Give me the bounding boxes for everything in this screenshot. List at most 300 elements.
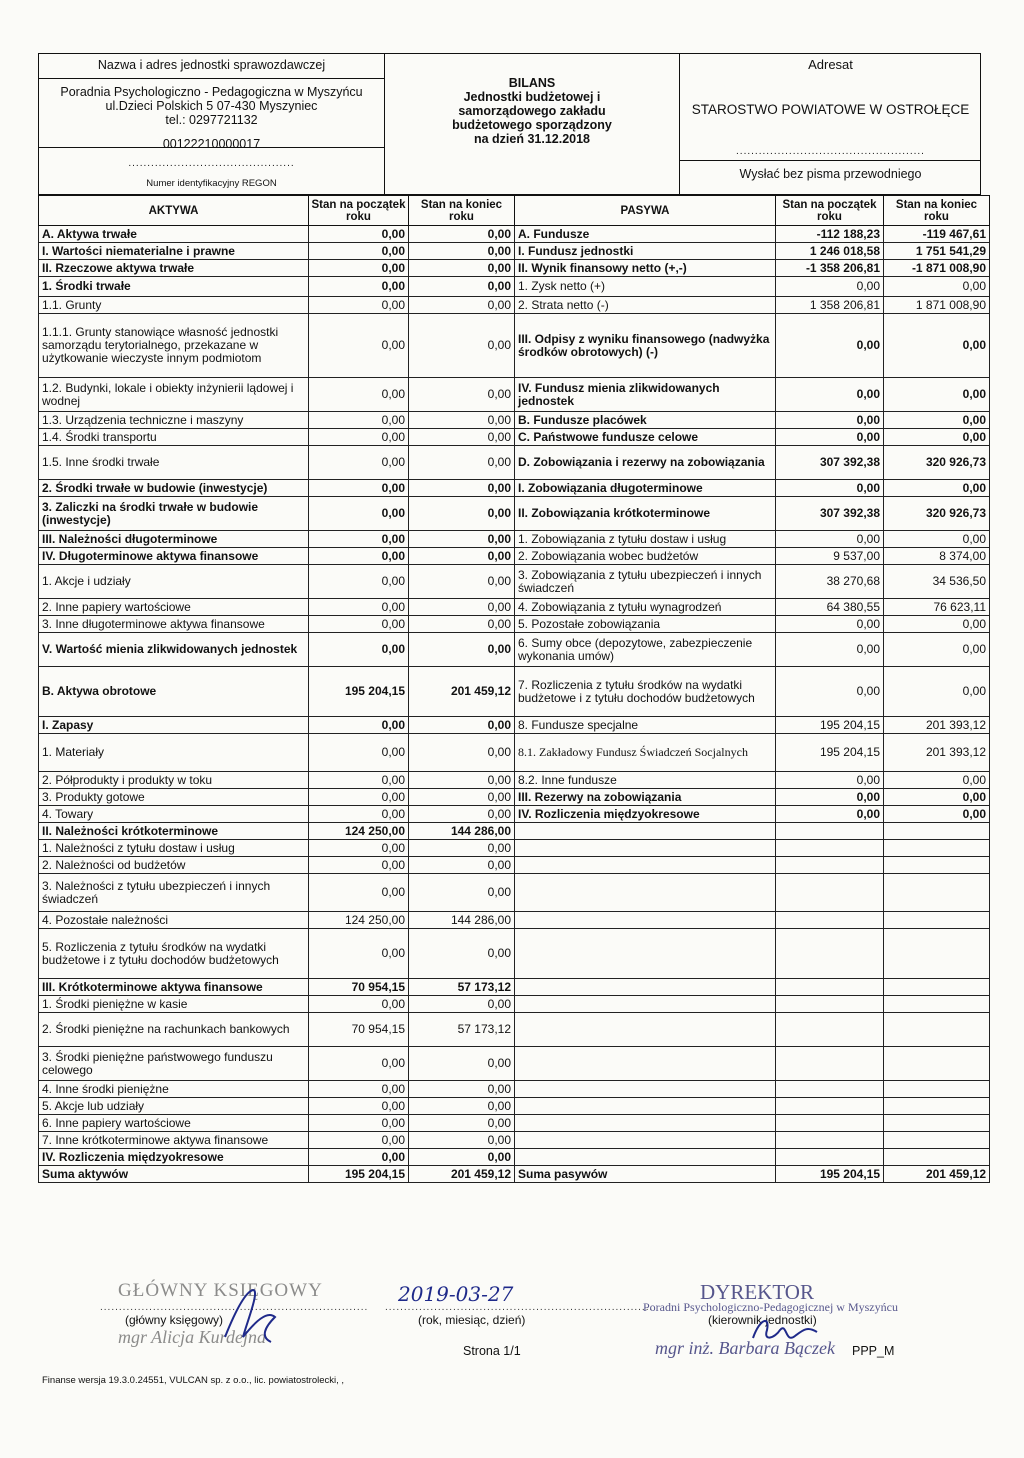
aktywa-end-value: 0,00 [409, 789, 515, 806]
aktywa-start-value: 0,00 [309, 616, 409, 633]
pasywa-end-value [884, 857, 990, 874]
aktywa-start-value: 0,00 [309, 1149, 409, 1166]
pasywa-label: IV. Rozliczenia międzyokresowe [515, 806, 776, 823]
aktywa-label: 1. Materiały [39, 734, 309, 772]
aktywa-start-value: 0,00 [309, 874, 409, 912]
accountant-dots: ....................................................................... [100, 1302, 369, 1313]
aktywa-label: 3. Należności z tytułu ubezpieczeń i innych świadczeń [39, 874, 309, 912]
table-row [39, 633, 990, 667]
aktywa-label: II. Rzeczowe aktywa trwałe [39, 260, 309, 277]
pasywa-label: II. Wynik finansowy netto (+,-) [515, 260, 776, 277]
table-header-row [39, 196, 990, 226]
table-row [39, 412, 990, 429]
pasywa-start-value: 0,00 [776, 789, 884, 806]
pasywa-end-value: 0,00 [884, 789, 990, 806]
accountant-name: mgr Alicja Kurdejna [118, 1327, 266, 1347]
aktywa-end-value: 0,00 [409, 277, 515, 297]
pasywa-label: 8.2. Inne fundusze [515, 772, 776, 789]
pasywa-start-value: 195 204,15 [776, 1166, 884, 1183]
table-row [39, 912, 990, 929]
aktywa-end-value: 0,00 [409, 996, 515, 1013]
pasywa-label [515, 929, 776, 979]
pasywa-end-value [884, 996, 990, 1013]
balance-table [38, 195, 990, 1183]
unit-phone: tel.: 0297721132 [165, 113, 258, 127]
pasywa-end-value: 0,00 [884, 277, 990, 297]
pasywa-start-value: 195 204,15 [776, 717, 884, 734]
pasywa-end-value: 34 536,50 [884, 565, 990, 599]
table-row [39, 243, 990, 260]
signature-footer [0, 1280, 1024, 1458]
pasywa-start-value: 307 392,38 [776, 446, 884, 480]
pasywa-label: III. Rezerwy na zobowiązania [515, 789, 776, 806]
bilans-subtitle-2: samorządowego zakładu [458, 104, 606, 118]
aktywa-label: A. Aktywa trwałe [39, 226, 309, 243]
pasywa-label: 3. Zobowiązania z tytułu ubezpieczeń i innych świadczeń [515, 565, 776, 599]
aktywa-start-value: 0,00 [309, 314, 409, 378]
pasywa-end-value: 201 393,12 [884, 717, 990, 734]
page-code: PPP_M [852, 1344, 895, 1358]
pasywa-label: 6. Sumy obce (depozytowe, zabezpieczenie wykonania umów) [515, 633, 776, 667]
pasywa-end-value: 0,00 [884, 531, 990, 548]
aktywa-label: 7. Inne krótkoterminowe aktywa finansowe [39, 1132, 309, 1149]
col-aktywa: AKTYWA [39, 196, 309, 226]
pasywa-end-value: 0,00 [884, 429, 990, 446]
pasywa-end-value [884, 823, 990, 840]
pasywa-start-value: 0,00 [776, 531, 884, 548]
pasywa-start-value [776, 996, 884, 1013]
aktywa-label: 1.3. Urządzenia techniczne i maszyny [39, 412, 309, 429]
pasywa-label: 8.1. Zakładowy Fundusz Świadczeń Socjalnych [515, 734, 776, 772]
aktywa-start-value: 0,00 [309, 734, 409, 772]
pasywa-end-value: 0,00 [884, 480, 990, 497]
aktywa-end-value: 0,00 [409, 772, 515, 789]
table-row [39, 840, 990, 857]
aktywa-start-value: 0,00 [309, 429, 409, 446]
pasywa-end-value: 201 393,12 [884, 734, 990, 772]
aktywa-label: 2. Należności od budżetów [39, 857, 309, 874]
aktywa-end-value: 0,00 [409, 1081, 515, 1098]
aktywa-start-value: 0,00 [309, 277, 409, 297]
aktywa-label: I. Zapasy [39, 717, 309, 734]
aktywa-label: 6. Inne papiery wartościowe [39, 1115, 309, 1132]
aktywa-start-value: 195 204,15 [309, 1166, 409, 1183]
aktywa-end-value: 0,00 [409, 226, 515, 243]
pasywa-start-value [776, 1132, 884, 1149]
table-row [39, 531, 990, 548]
report-header [38, 53, 981, 195]
report-date-handwritten: 2019-03-27 [398, 1282, 514, 1306]
accountant-signature-icon [205, 1282, 285, 1352]
aktywa-label: 3. Środki pieniężne państwowego funduszu celowego [39, 1047, 309, 1081]
table-row [39, 772, 990, 789]
pasywa-label [515, 1013, 776, 1047]
aktywa-label: 2. Środki pieniężne na rachunkach bankowych [39, 1013, 309, 1047]
pasywa-end-value: 320 926,73 [884, 446, 990, 480]
aktywa-start-value: 0,00 [309, 1047, 409, 1081]
aktywa-label: 1.5. Inne środki trwałe [39, 446, 309, 480]
aktywa-label: 1. Środki trwałe [39, 277, 309, 297]
pasywa-end-value: 8 374,00 [884, 548, 990, 565]
aktywa-label: 5. Akcje lub udziały [39, 1098, 309, 1115]
pasywa-start-value: -1 358 206,81 [776, 260, 884, 277]
pasywa-start-value: 0,00 [776, 378, 884, 412]
table-row [39, 297, 990, 314]
pasywa-label: IV. Fundusz mienia zlikwidowanych jednostek [515, 378, 776, 412]
aktywa-start-value: 0,00 [309, 226, 409, 243]
aktywa-end-value: 0,00 [409, 717, 515, 734]
aktywa-end-value: 201 459,12 [409, 667, 515, 717]
pasywa-start-value [776, 874, 884, 912]
table-row [39, 548, 990, 565]
reporting-unit-box [39, 54, 385, 194]
pasywa-label: II. Zobowiązania krótkoterminowe [515, 497, 776, 531]
aktywa-start-value: 0,00 [309, 243, 409, 260]
pasywa-start-value [776, 823, 884, 840]
aktywa-start-value: 124 250,00 [309, 912, 409, 929]
aktywa-start-value: 70 954,15 [309, 979, 409, 996]
pasywa-label: B. Fundusze placówek [515, 412, 776, 429]
date-dots: ....................................................................... [385, 1302, 654, 1313]
aktywa-end-value: 0,00 [409, 1047, 515, 1081]
col-pasywa-start: Stan na początek roku [776, 196, 884, 226]
col-aktywa-start: Stan na początek roku [309, 196, 409, 226]
pasywa-end-value: 1 751 541,29 [884, 243, 990, 260]
aktywa-start-value: 0,00 [309, 996, 409, 1013]
aktywa-label: IV. Długoterminowe aktywa finansowe [39, 548, 309, 565]
recipient-dots: .................................................. [736, 146, 925, 157]
table-row [39, 857, 990, 874]
pasywa-start-value [776, 929, 884, 979]
pasywa-start-value: 307 392,38 [776, 497, 884, 531]
aktywa-end-value: 0,00 [409, 378, 515, 412]
aktywa-label: 5. Rozliczenia z tytułu środków na wydatki budżetowe i z tytułu dochodów budżetowych [39, 929, 309, 979]
bilans-date: na dzień 31.12.2018 [473, 132, 591, 146]
page-number: Strona 1/1 [463, 1344, 521, 1358]
aktywa-end-value: 0,00 [409, 314, 515, 378]
aktywa-label: 1.2. Budynki, lokale i obiekty inżynierii lądowej i wodnej [39, 378, 309, 412]
pasywa-end-value: 1 871 008,90 [884, 297, 990, 314]
pasywa-label: 1. Zysk netto (+) [515, 277, 776, 297]
table-row [39, 260, 990, 277]
bilans-subtitle-3: budżetowego sporządzony [452, 118, 612, 132]
pasywa-label [515, 1115, 776, 1132]
table-row [39, 446, 990, 480]
pasywa-start-value [776, 1013, 884, 1047]
table-row [39, 616, 990, 633]
pasywa-start-value: 0,00 [776, 667, 884, 717]
table-row [39, 480, 990, 497]
aktywa-end-value: 0,00 [409, 446, 515, 480]
pasywa-label [515, 996, 776, 1013]
pasywa-start-value: 0,00 [776, 314, 884, 378]
pasywa-label [515, 823, 776, 840]
pasywa-end-value: 0,00 [884, 378, 990, 412]
aktywa-end-value: 0,00 [409, 734, 515, 772]
aktywa-label: 4. Inne środki pieniężne [39, 1081, 309, 1098]
pasywa-label: 1. Zobowiązania z tytułu dostaw i usług [515, 531, 776, 548]
table-row [39, 565, 990, 599]
pasywa-end-value: 0,00 [884, 314, 990, 378]
director-name: mgr inż. Barbara Bączek [655, 1338, 835, 1358]
aktywa-end-value: 0,00 [409, 297, 515, 314]
pasywa-end-value: 0,00 [884, 772, 990, 789]
table-row [39, 1098, 990, 1115]
table-row [39, 1047, 990, 1081]
aktywa-label: 3. Zaliczki na środki trwałe w budowie (inwestycje) [39, 497, 309, 531]
pasywa-start-value: 38 270,68 [776, 565, 884, 599]
aktywa-start-value: 0,00 [309, 446, 409, 480]
pasywa-start-value [776, 912, 884, 929]
pasywa-label [515, 874, 776, 912]
aktywa-label: III. Należności długoterminowe [39, 531, 309, 548]
pasywa-start-value: 195 204,15 [776, 734, 884, 772]
pasywa-end-value [884, 1081, 990, 1098]
table-row [39, 378, 990, 412]
pasywa-label: A. Fundusze [515, 226, 776, 243]
aktywa-start-value: 0,00 [309, 565, 409, 599]
recipient-name: STAROSTWO POWIATOWE W OSTROŁĘCE [691, 102, 970, 117]
pasywa-end-value [884, 874, 990, 912]
col-pasywa: PASYWA [515, 196, 776, 226]
aktywa-end-value: 0,00 [409, 480, 515, 497]
pasywa-start-value [776, 1081, 884, 1098]
pasywa-end-value [884, 1013, 990, 1047]
aktywa-label: 4. Pozostałe należności [39, 912, 309, 929]
aktywa-label: Suma aktywów [39, 1166, 309, 1183]
pasywa-label: C. Państwowe fundusze celowe [515, 429, 776, 446]
regon-label: Numer identyfikacyjny REGON [146, 178, 277, 189]
aktywa-end-value: 144 286,00 [409, 823, 515, 840]
aktywa-end-value: 0,00 [409, 616, 515, 633]
pasywa-label: 7. Rozliczenia z tytułu środków na wydatki budżetowe i z tytułu dochodów budżetowych [515, 667, 776, 717]
table-row [39, 979, 990, 996]
aktywa-end-value: 0,00 [409, 1149, 515, 1166]
pasywa-end-value [884, 1047, 990, 1081]
accountant-label: (główny księgowy) [125, 1313, 224, 1327]
pasywa-end-value: -119 467,61 [884, 226, 990, 243]
table-row [39, 1013, 990, 1047]
aktywa-start-value: 0,00 [309, 1098, 409, 1115]
aktywa-label: 1.1. Grunty [39, 297, 309, 314]
aktywa-label: 1.4. Środki transportu [39, 429, 309, 446]
regon-value: 00122210000017 [162, 137, 261, 151]
aktywa-end-value: 57 173,12 [409, 1013, 515, 1047]
aktywa-end-value: 0,00 [409, 806, 515, 823]
pasywa-start-value [776, 979, 884, 996]
table-row [39, 874, 990, 912]
pasywa-start-value [776, 1098, 884, 1115]
aktywa-label: II. Należności krótkoterminowe [39, 823, 309, 840]
col-pasywa-end: Stan na koniec roku [884, 196, 990, 226]
aktywa-label: III. Krótkoterminowe aktywa finansowe [39, 979, 309, 996]
pasywa-end-value [884, 1132, 990, 1149]
bilans-subtitle-1: Jednostki budżetowej i [463, 90, 601, 104]
aktywa-end-value: 0,00 [409, 874, 515, 912]
pasywa-start-value: 0,00 [776, 429, 884, 446]
pasywa-end-value: 0,00 [884, 633, 990, 667]
table-row [39, 996, 990, 1013]
aktywa-end-value: 0,00 [409, 1098, 515, 1115]
aktywa-end-value: 144 286,00 [409, 912, 515, 929]
aktywa-end-value: 0,00 [409, 260, 515, 277]
pasywa-start-value: 0,00 [776, 277, 884, 297]
aktywa-label: IV. Rozliczenia międzyokresowe [39, 1149, 309, 1166]
pasywa-start-value [776, 857, 884, 874]
aktywa-start-value: 0,00 [309, 548, 409, 565]
pasywa-end-value: 0,00 [884, 806, 990, 823]
aktywa-start-value: 0,00 [309, 857, 409, 874]
accountant-stamp: GŁÓWNY KSIĘGOWY [118, 1280, 323, 1301]
pasywa-label: I. Fundusz jednostki [515, 243, 776, 260]
pasywa-label [515, 979, 776, 996]
pasywa-label [515, 1132, 776, 1149]
pasywa-end-value: 0,00 [884, 412, 990, 429]
bilans-title-box [385, 54, 679, 194]
aktywa-end-value: 0,00 [409, 565, 515, 599]
aktywa-start-value: 124 250,00 [309, 823, 409, 840]
table-row [39, 789, 990, 806]
regon-dots: ............................................ [128, 158, 295, 169]
table-row [39, 734, 990, 772]
pasywa-end-value [884, 1115, 990, 1132]
aktywa-end-value: 0,00 [409, 1132, 515, 1149]
pasywa-start-value: 0,00 [776, 616, 884, 633]
aktywa-label: 2. Inne papiery wartościowe [39, 599, 309, 616]
aktywa-label: I. Wartości niematerialne i prawne [39, 243, 309, 260]
pasywa-label: 2. Zobowiązania wobec budżetów [515, 548, 776, 565]
aktywa-start-value: 0,00 [309, 260, 409, 277]
director-stamp: DYREKTOR [700, 1280, 814, 1304]
aktywa-label: 2. Środki trwałe w budowie (inwestycje) [39, 480, 309, 497]
unit-title: Nazwa i adres jednostki sprawozdawczej [97, 58, 326, 72]
pasywa-label: Suma pasywów [515, 1166, 776, 1183]
director-label: (kierownik jednostki) [708, 1313, 817, 1327]
pasywa-end-value [884, 1098, 990, 1115]
aktywa-end-value: 57 173,12 [409, 979, 515, 996]
aktywa-label: 4. Towary [39, 806, 309, 823]
pasywa-end-value: 0,00 [884, 616, 990, 633]
aktywa-end-value: 0,00 [409, 599, 515, 616]
aktywa-label: 1.1.1. Grunty stanowiące własność jednostki samorządu terytorialnego, przekazane w użytkowanie wieczyste innym podmiotom [39, 314, 309, 378]
pasywa-start-value [776, 1149, 884, 1166]
pasywa-start-value: 9 537,00 [776, 548, 884, 565]
send-note: Wysłać bez pisma przewodniego [680, 160, 981, 194]
aktywa-start-value: 0,00 [309, 1115, 409, 1132]
table-row [39, 717, 990, 734]
table-row [39, 429, 990, 446]
pasywa-start-value [776, 1047, 884, 1081]
aktywa-end-value: 0,00 [409, 840, 515, 857]
pasywa-label: I. Zobowiązania długoterminowe [515, 480, 776, 497]
pasywa-start-value [776, 840, 884, 857]
pasywa-label: 8. Fundusze specjalne [515, 717, 776, 734]
table-row [39, 1081, 990, 1098]
pasywa-end-value: 0,00 [884, 667, 990, 717]
aktywa-label: 1. Akcje i udziały [39, 565, 309, 599]
pasywa-start-value: 64 380,55 [776, 599, 884, 616]
aktywa-end-value: 0,00 [409, 412, 515, 429]
table-row [39, 929, 990, 979]
aktywa-start-value: 0,00 [309, 806, 409, 823]
aktywa-label: B. Aktywa obrotowe [39, 667, 309, 717]
pasywa-label [515, 1081, 776, 1098]
aktywa-label: 3. Inne długoterminowe aktywa finansowe [39, 616, 309, 633]
pasywa-label: 2. Strata netto (-) [515, 297, 776, 314]
table-row [39, 667, 990, 717]
pasywa-label: D. Zobowiązania i rezerwy na zobowiązania [515, 446, 776, 480]
bilans-title: BILANS [508, 76, 556, 90]
aktywa-start-value: 0,00 [309, 378, 409, 412]
pasywa-end-value: 320 926,73 [884, 497, 990, 531]
aktywa-label: 3. Produkty gotowe [39, 789, 309, 806]
pasywa-start-value: 0,00 [776, 480, 884, 497]
aktywa-end-value: 0,00 [409, 531, 515, 548]
pasywa-label [515, 1149, 776, 1166]
aktywa-end-value: 0,00 [409, 429, 515, 446]
col-aktywa-end: Stan na koniec roku [409, 196, 515, 226]
aktywa-end-value: 201 459,12 [409, 1166, 515, 1183]
aktywa-end-value: 0,00 [409, 497, 515, 531]
aktywa-start-value: 0,00 [309, 1081, 409, 1098]
pasywa-start-value: 0,00 [776, 633, 884, 667]
recipient-label: Adresat [808, 57, 853, 72]
table-row [39, 1166, 990, 1183]
aktywa-end-value: 0,00 [409, 243, 515, 260]
aktywa-end-value: 0,00 [409, 857, 515, 874]
aktywa-start-value: 0,00 [309, 480, 409, 497]
table-row [39, 497, 990, 531]
unit-street: ul.Dzieci Polskich 5 07-430 Myszyniec [105, 99, 318, 113]
pasywa-label [515, 840, 776, 857]
pasywa-end-value [884, 840, 990, 857]
software-version: Finanse wersja 19.3.0.24551, VULCAN sp. z o.o., lic. powiatostrolecki, , [42, 1375, 345, 1386]
aktywa-label: 1. Środki pieniężne w kasie [39, 996, 309, 1013]
pasywa-label: III. Odpisy z wyniku finansowego (nadwyżka środków obrotowych) (-) [515, 314, 776, 378]
aktywa-start-value: 0,00 [309, 497, 409, 531]
pasywa-start-value: -112 188,23 [776, 226, 884, 243]
aktywa-start-value: 0,00 [309, 412, 409, 429]
aktywa-end-value: 0,00 [409, 633, 515, 667]
pasywa-label [515, 1098, 776, 1115]
table-row [39, 1132, 990, 1149]
aktywa-start-value: 70 954,15 [309, 1013, 409, 1047]
table-row [39, 314, 990, 378]
pasywa-end-value: 76 623,11 [884, 599, 990, 616]
pasywa-start-value: 0,00 [776, 806, 884, 823]
unit-name: Poradnia Psychologiczno - Pedagogiczna w Myszyńcu [60, 85, 363, 99]
pasywa-start-value: 1 358 206,81 [776, 297, 884, 314]
pasywa-end-value [884, 912, 990, 929]
aktywa-start-value: 0,00 [309, 633, 409, 667]
pasywa-start-value [776, 1115, 884, 1132]
pasywa-end-value [884, 929, 990, 979]
pasywa-end-value [884, 979, 990, 996]
table-row [39, 1149, 990, 1166]
aktywa-start-value: 0,00 [309, 297, 409, 314]
table-row [39, 806, 990, 823]
table-row [39, 277, 990, 297]
table-row [39, 1115, 990, 1132]
aktywa-start-value: 0,00 [309, 789, 409, 806]
aktywa-start-value: 195 204,15 [309, 667, 409, 717]
aktywa-label: V. Wartość mienia zlikwidowanych jednostek [39, 633, 309, 667]
aktywa-end-value: 0,00 [409, 929, 515, 979]
aktywa-end-value: 0,00 [409, 548, 515, 565]
pasywa-start-value: 0,00 [776, 412, 884, 429]
pasywa-label [515, 912, 776, 929]
table-row [39, 823, 990, 840]
